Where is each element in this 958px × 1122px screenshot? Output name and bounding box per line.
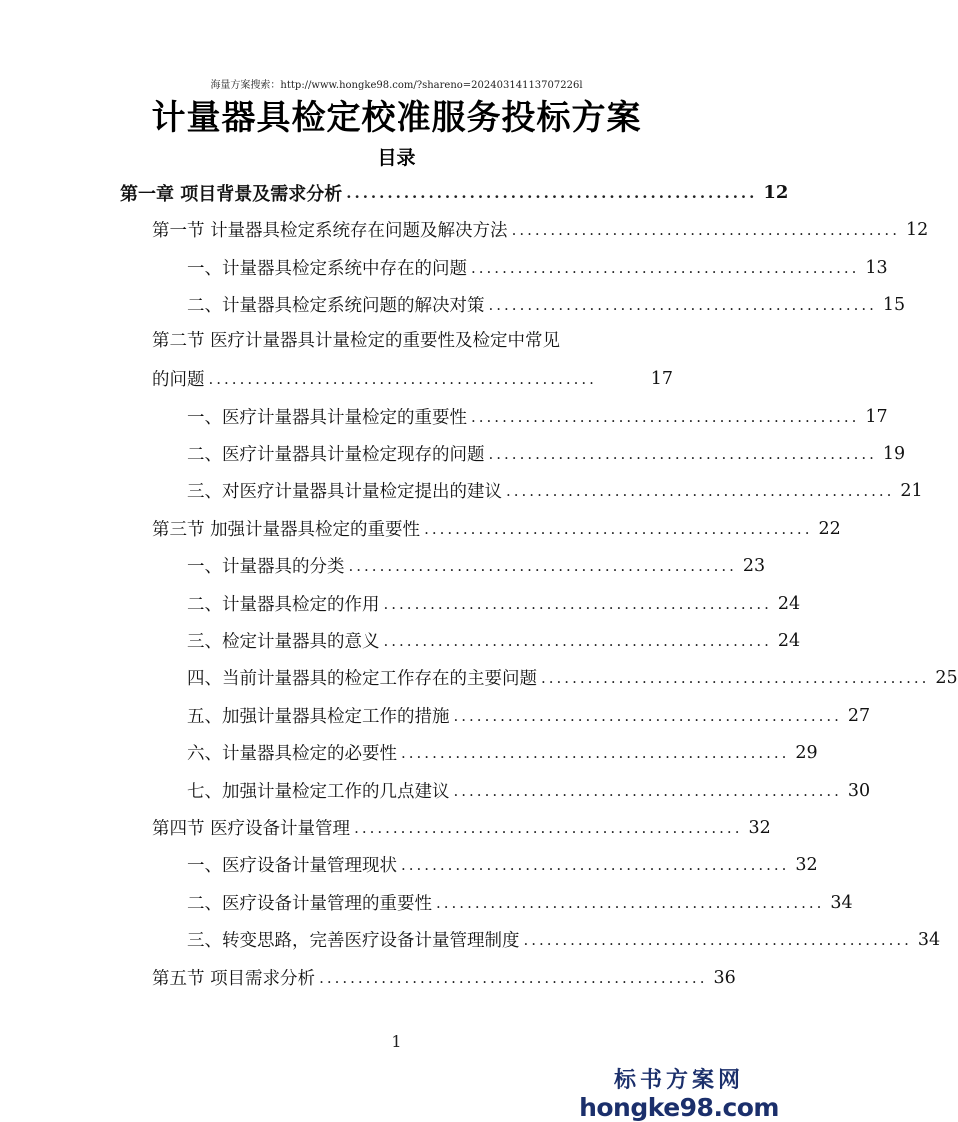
toc-entry-item[interactable]: 一、医疗计量器具计量检定的重要性 .................................................. 17 [187, 398, 673, 435]
toc-entry-item[interactable]: 七、加强计量检定工作的几点建议 .................................................. 30 [187, 772, 673, 809]
page-number: 1 [391, 1032, 402, 1051]
toc-entry-label: 三、对医疗计量器具计量检定提出的建议 [187, 482, 502, 502]
toc-entry-label: 二、计量器具检定的作用 [187, 595, 380, 615]
toc-entry-label: 第四节 医疗设备计量管理 [152, 819, 351, 839]
brand-watermark [579, 1068, 779, 1122]
document-title: 计量器具检定校准服务投标方案 [151, 98, 642, 138]
toc-entry-label: 三、转变思路，完善医疗设备计量管理制度 [187, 931, 520, 951]
toc-entry-item[interactable]: 三、对医疗计量器具计量检定提出的建议 .................................................. 21 [187, 472, 673, 509]
toc-entry-item[interactable]: 三、检定计量器具的意义 .................................................. 24 [187, 622, 673, 659]
toc-entry-item[interactable]: 六、计量器具检定的必要性 .................................................. 29 [187, 734, 673, 771]
toc-entry-item[interactable]: 二、计量器具检定系统问题的解决对策 .................................................. 15 [187, 286, 673, 323]
toc-entry-page: 12 [763, 182, 789, 203]
toc-entry-section[interactable]: 第三节 加强计量器具检定的重要性 .................................................. 22 [152, 510, 673, 547]
toc-entry-section[interactable] [152, 323, 673, 360]
toc-entry-label: 一、医疗计量器具计量检定的重要性 [187, 408, 467, 428]
toc-entry-page: 34 [917, 929, 941, 950]
toc-entry-page: 29 [795, 742, 818, 763]
toc-entry-label: 三、检定计量器具的意义 [187, 632, 380, 652]
toc-entry-page: 25 [935, 667, 958, 688]
toc-entry-page: 36 [713, 967, 736, 988]
toc-entry-section[interactable]: 第四节 医疗设备计量管理 .................................................. 32 [152, 809, 673, 846]
toc-entry-item[interactable]: 一、计量器具检定系统中存在的问题 .................................................. 13 [187, 249, 673, 286]
toc-entry-label: 七、加强计量检定工作的几点建议 [187, 782, 450, 802]
toc-entry-chapter[interactable]: 第一章 项目背景及需求分析 .................................................. 12 [120, 174, 673, 211]
toc-entry-label: 第二节 医疗计量器具计量检定的重要性及检定中常见 [152, 331, 561, 351]
toc-entry-page: 24 [777, 630, 801, 651]
toc-entry-page: 22 [818, 518, 841, 539]
toc-entry-section[interactable]: 第一节 计量器具检定系统存在问题及解决方法 .................................................. 12 [152, 211, 673, 248]
toc-entry-label: 第一节 计量器具检定系统存在问题及解决方法 [152, 221, 508, 241]
toc-entry-item[interactable]: 一、医疗设备计量管理现状 .................................................. 32 [187, 846, 673, 883]
toc-heading: 目录 [377, 147, 416, 169]
toc-entry-item[interactable]: 四、当前计量器具的检定工作存在的主要问题 .................................................. 25 [187, 659, 673, 696]
toc-entry-page: 30 [847, 780, 871, 801]
toc-entry-item[interactable]: 二、医疗设备计量管理的重要性 .................................................. 34 [187, 884, 673, 921]
toc-entry-item[interactable]: 三、转变思路，完善医疗设备计量管理制度 .................................................. 34 [187, 921, 673, 958]
toc-entry-item[interactable]: 一、计量器具的分类 .................................................. 23 [187, 547, 673, 584]
toc-entry-label: 六、计量器具检定的必要性 [187, 744, 397, 764]
toc-entry-label: 第五节 项目需求分析 [152, 969, 316, 989]
toc-entry-label: 第一章 项目背景及需求分析 [120, 183, 343, 205]
toc-entry-label: 一、计量器具检定系统中存在的问题 [187, 259, 467, 279]
toc-entry-label: 一、计量器具的分类 [187, 557, 345, 577]
toc-entry-page: 21 [900, 480, 923, 501]
header-note: 海量方案搜索：http://www.hongke98.com/?shareno=20240314113707226l [210, 80, 583, 91]
toc-entry-label: 二、医疗计量器具计量检定现存的问题 [187, 445, 485, 465]
toc-entry-page: 27 [847, 705, 871, 726]
toc-entry-item[interactable]: 五、加强计量器具检定工作的措施 .................................................. 27 [187, 697, 673, 734]
toc-entry-label: 第三节 加强计量器具检定的重要性 [152, 520, 421, 540]
brand-name: 标书方案网 [614, 1068, 745, 1093]
toc-entry-label: 一、医疗设备计量管理现状 [187, 856, 397, 876]
toc-entry-page: 13 [865, 257, 888, 278]
toc-entry-section[interactable]: 第五节 项目需求分析 .................................................. 36 [152, 959, 673, 996]
toc-entry-page: 17 [865, 406, 888, 427]
toc-entry-label: 二、计量器具检定系统问题的解决对策 [187, 296, 485, 316]
toc-entry-page: 32 [795, 854, 818, 875]
toc-entry-label: 四、当前计量器具的检定工作存在的主要问题 [187, 669, 537, 689]
toc-entry-page: 15 [882, 294, 906, 315]
toc-entry-item[interactable]: 二、医疗计量器具计量检定现存的问题 .................................................. 19 [187, 435, 673, 472]
toc-entry-page: 34 [830, 892, 853, 913]
toc-entry-label: 二、医疗设备计量管理的重要性 [187, 894, 432, 914]
toc-entry-page: 19 [882, 443, 906, 464]
toc-entry-item[interactable]: 二、计量器具检定的作用 .................................................. 24 [187, 585, 673, 622]
toc-entry-label: 五、加强计量器具检定工作的措施 [187, 707, 450, 727]
toc-entry-page: 23 [742, 555, 766, 576]
toc-entry-page: 24 [777, 593, 801, 614]
brand-url: hongke98.com [579, 1093, 779, 1122]
toc-entry-page: 32 [748, 817, 771, 838]
toc-entry-section-continued[interactable]: 的问题 .................................................. 17 [152, 360, 673, 397]
toc-entry-label: 的问题 [152, 370, 205, 390]
toc-entry-page: 17 [650, 368, 673, 389]
toc-entry-page: 12 [905, 219, 929, 240]
